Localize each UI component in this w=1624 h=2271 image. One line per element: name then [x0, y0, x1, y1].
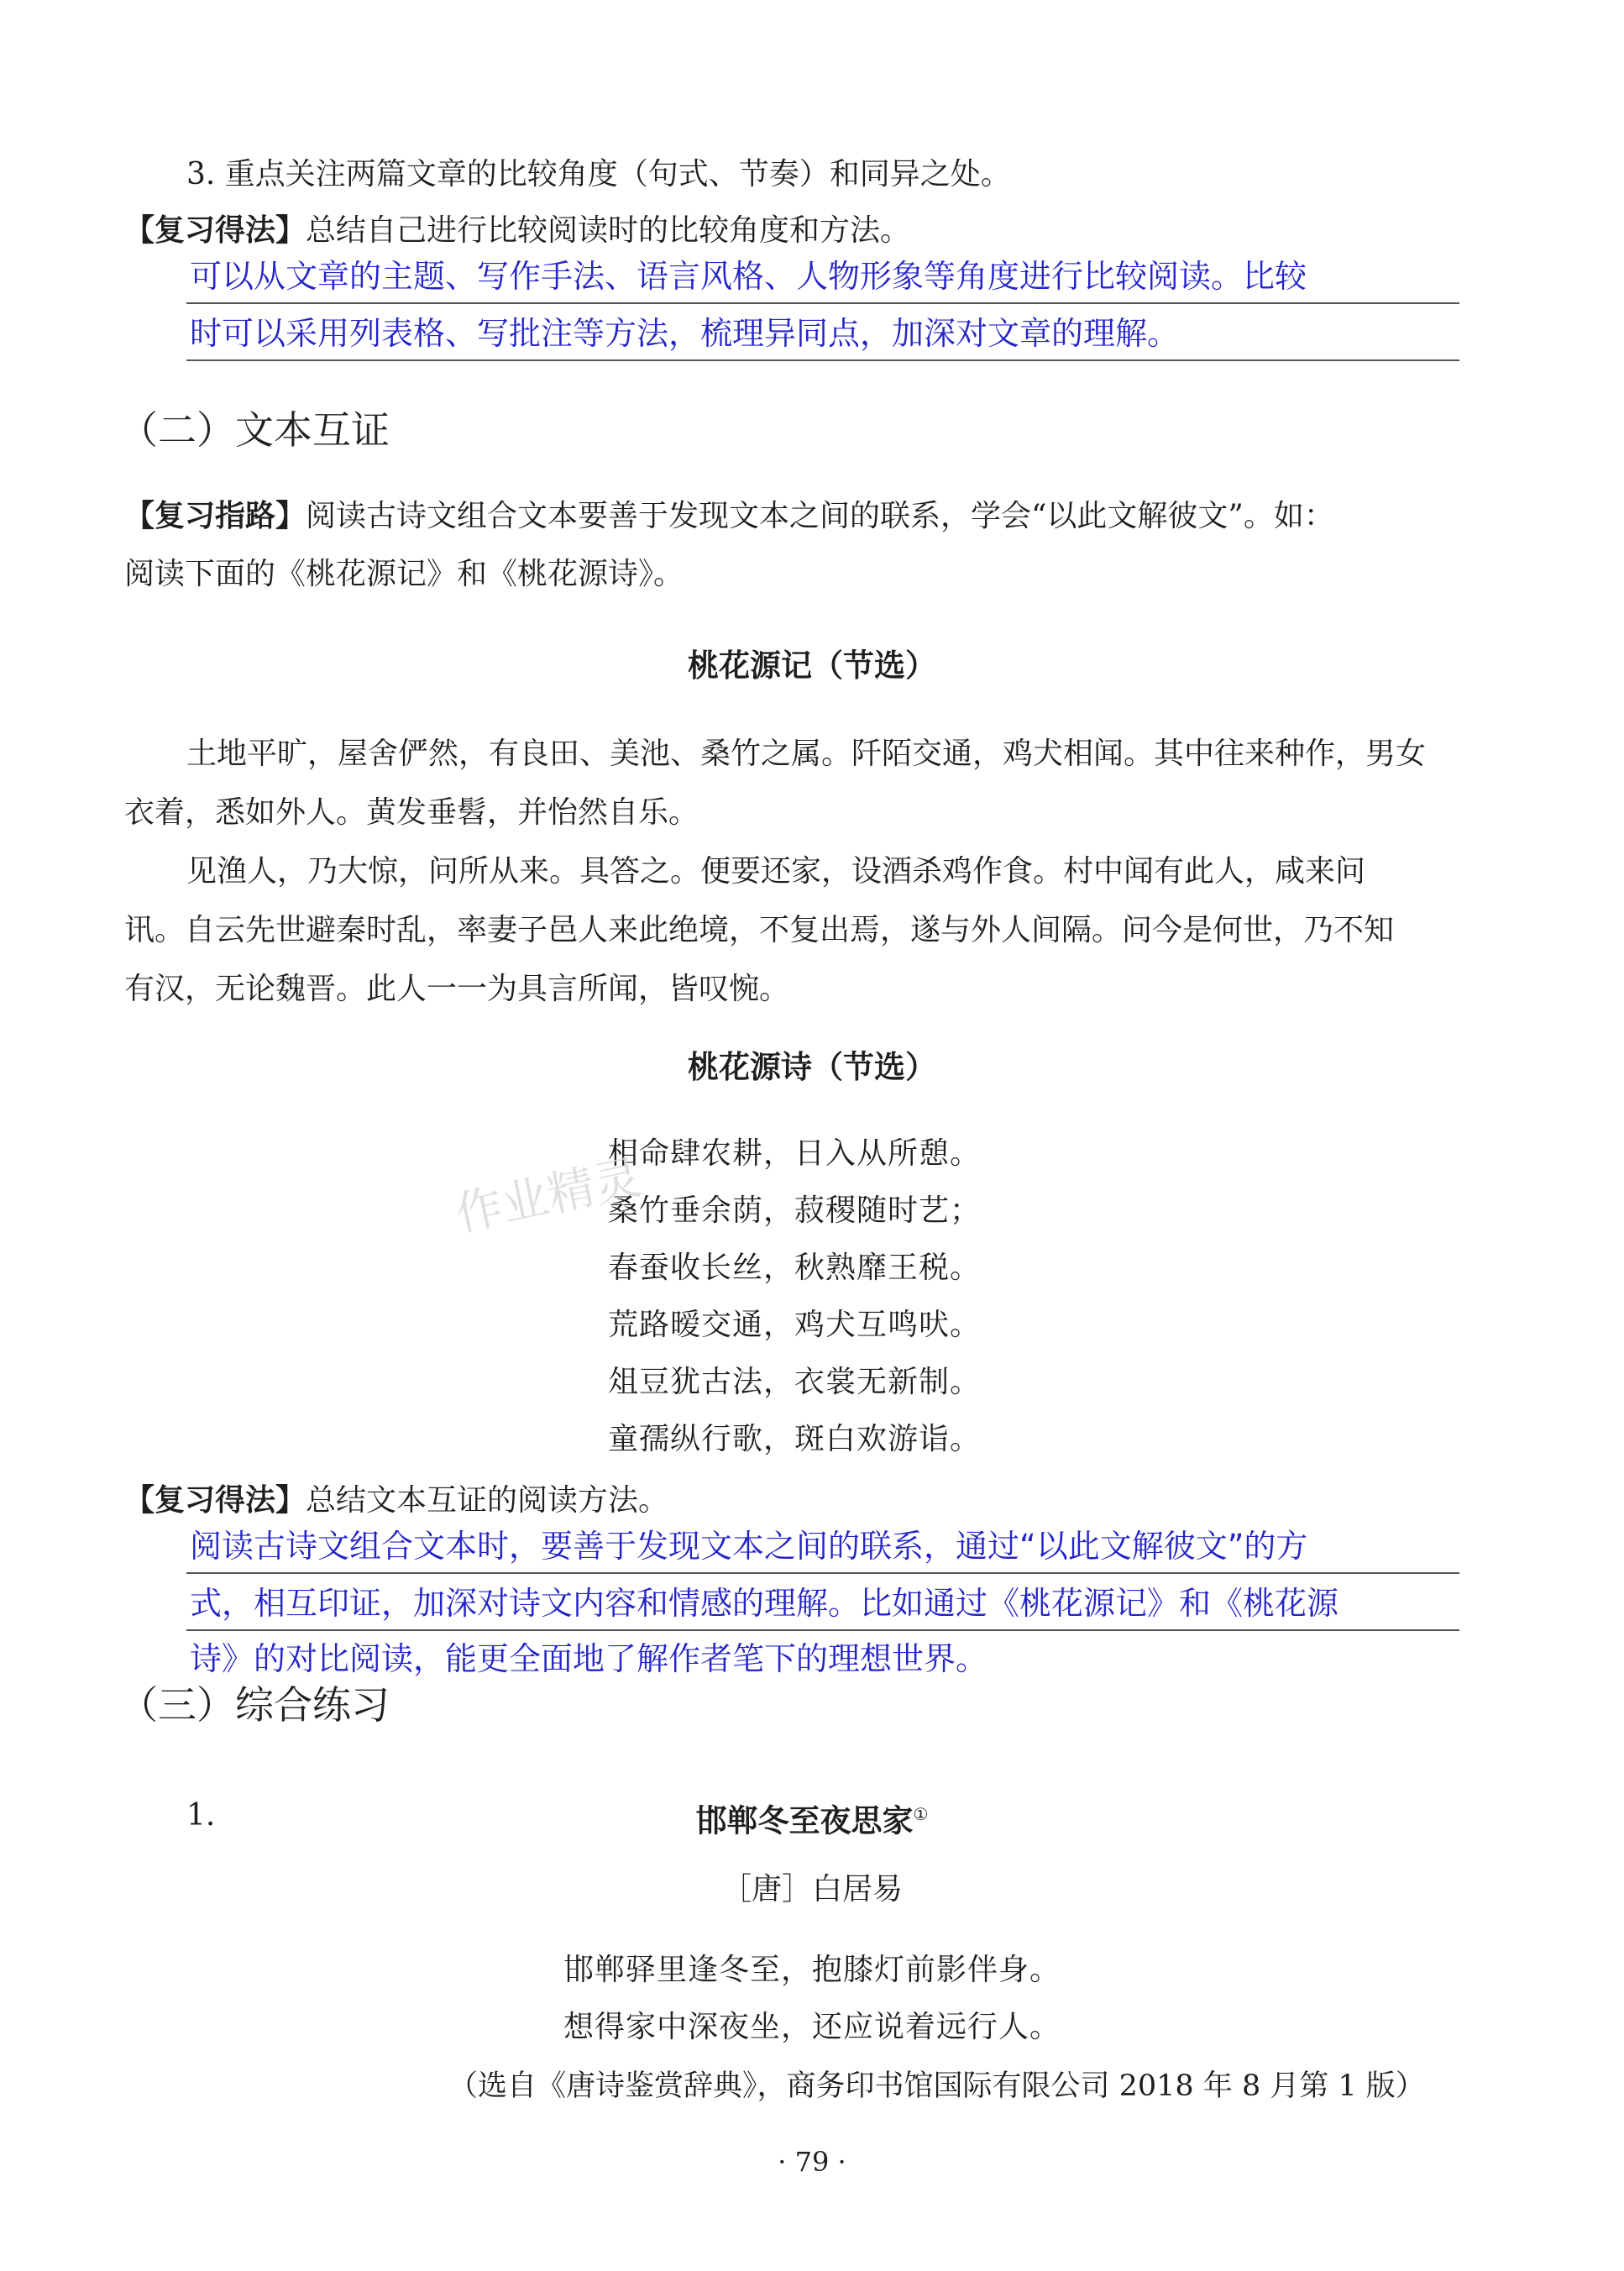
review-method-line	[124, 210, 910, 251]
answer2-rule-1	[186, 1572, 1459, 1574]
guide-line	[124, 496, 1334, 537]
text1-p1-line2: 衣着，悉如外人。黄发垂髫，并怡然自乐。	[124, 795, 699, 830]
poem-title-text: 邯郸冬至夜思家	[695, 1802, 914, 1839]
answer-line-1: 可以从文章的主题、写作手法、语言风格、人物形象等角度进行比较阅读。比较	[190, 258, 1307, 295]
footnote-mark: ①	[913, 1804, 929, 1824]
section-heading-3: （三）综合练习	[119, 1682, 390, 1728]
poem-line-3: 春蚕收长丝，秋熟靡王税。	[608, 1251, 982, 1285]
poem-line-4: 荒路暧交通，鸡犬互鸣吠。	[608, 1308, 982, 1342]
watermark: 作业精灵	[450, 1150, 647, 1243]
poem-title	[0, 1794, 1624, 1840]
question-number: 1.	[186, 1798, 216, 1833]
answer2-line-3: 诗》的对比阅读，能更全面地了解作者笔下的理想世界。	[190, 1640, 988, 1677]
review-method-label-2: 【复习得法】	[124, 1482, 306, 1518]
poem3-line-2: 想得家中深夜坐，还应说着远行人。	[563, 2010, 1061, 2044]
review-method-text: 总结自己进行比较阅读时的比较角度和方法。	[306, 213, 911, 248]
poem-line-1: 相命肆农耕，日入从所憩。	[608, 1136, 982, 1171]
poem-author: ［唐］白居易	[720, 1872, 903, 1906]
item-3-text: 3. 重点关注两篇文章的比较角度（句式、节奏）和同异之处。	[186, 157, 1011, 191]
answer2-line-1: 阅读古诗文组合文本时，要善于发现文本之间的联系，通过“以此文解彼文”的方	[190, 1528, 1308, 1565]
section-heading-2: （二）文本互证	[119, 407, 390, 453]
guide-label: 【复习指路】	[124, 498, 306, 533]
guide-text: 阅读古诗文组合文本要善于发现文本之间的联系，学会“以此文解彼文”。如：	[306, 499, 1334, 533]
poem-line-6: 童孺纵行歌，斑白欢游诣。	[608, 1422, 982, 1456]
text2-title: 桃花源诗（节选）	[688, 1048, 936, 1085]
text1-title: 桃花源记（节选）	[688, 647, 936, 684]
answer2-rule-2	[186, 1629, 1459, 1631]
review-method-text-2: 总结文本互证的阅读方法。	[306, 1483, 669, 1518]
answer-rule-2	[186, 359, 1459, 361]
review-method-label: 【复习得法】	[124, 212, 306, 248]
poem-line-5: 俎豆犹古法，衣裳无新制。	[608, 1365, 982, 1399]
answer-rule-1	[186, 302, 1459, 304]
answer2-line-2: 式，相互印证，加深对诗文内容和情感的理解。比如通过《桃花源记》和《桃花源	[190, 1585, 1339, 1622]
poem-line-2: 桑竹垂余荫，菽稷随时艺；	[608, 1193, 982, 1228]
text1-p2-line1: 见渔人，乃大惊，问所从来。具答之。便要还家，设酒杀鸡作食。村中闻有此人，咸来问	[186, 854, 1366, 889]
source-citation: （选自《唐诗鉴赏辞典》，商务印书馆国际有限公司 2018 年 8 月第 1 版）	[448, 2069, 1425, 2103]
page-number: · 79 ·	[778, 2146, 846, 2178]
poem3-line-1: 邯郸驿里逢冬至，抱膝灯前影伴身。	[563, 1953, 1061, 1987]
review-method-line-2	[124, 1480, 668, 1521]
text1-p2-line3: 有汉，无论魏晋。此人一一为具言所闻，皆叹惋。	[124, 972, 790, 1006]
text1-p1-line1: 土地平旷，屋舍俨然，有良田、美池、桑竹之属。阡陌交通，鸡犬相闻。其中往来种作，男女	[186, 737, 1427, 771]
text1-p2-line2: 讯。自云先世避秦时乱，率妻子邑人来此绝境，不复出焉，遂与外人间隔。问今是何世，乃不知	[124, 913, 1395, 947]
answer-line-2: 时可以采用列表格、写批注等方法，梳理异同点，加深对文章的理解。	[190, 315, 1180, 352]
guide-line-2: 阅读下面的《桃花源记》和《桃花源诗》。	[124, 557, 684, 591]
